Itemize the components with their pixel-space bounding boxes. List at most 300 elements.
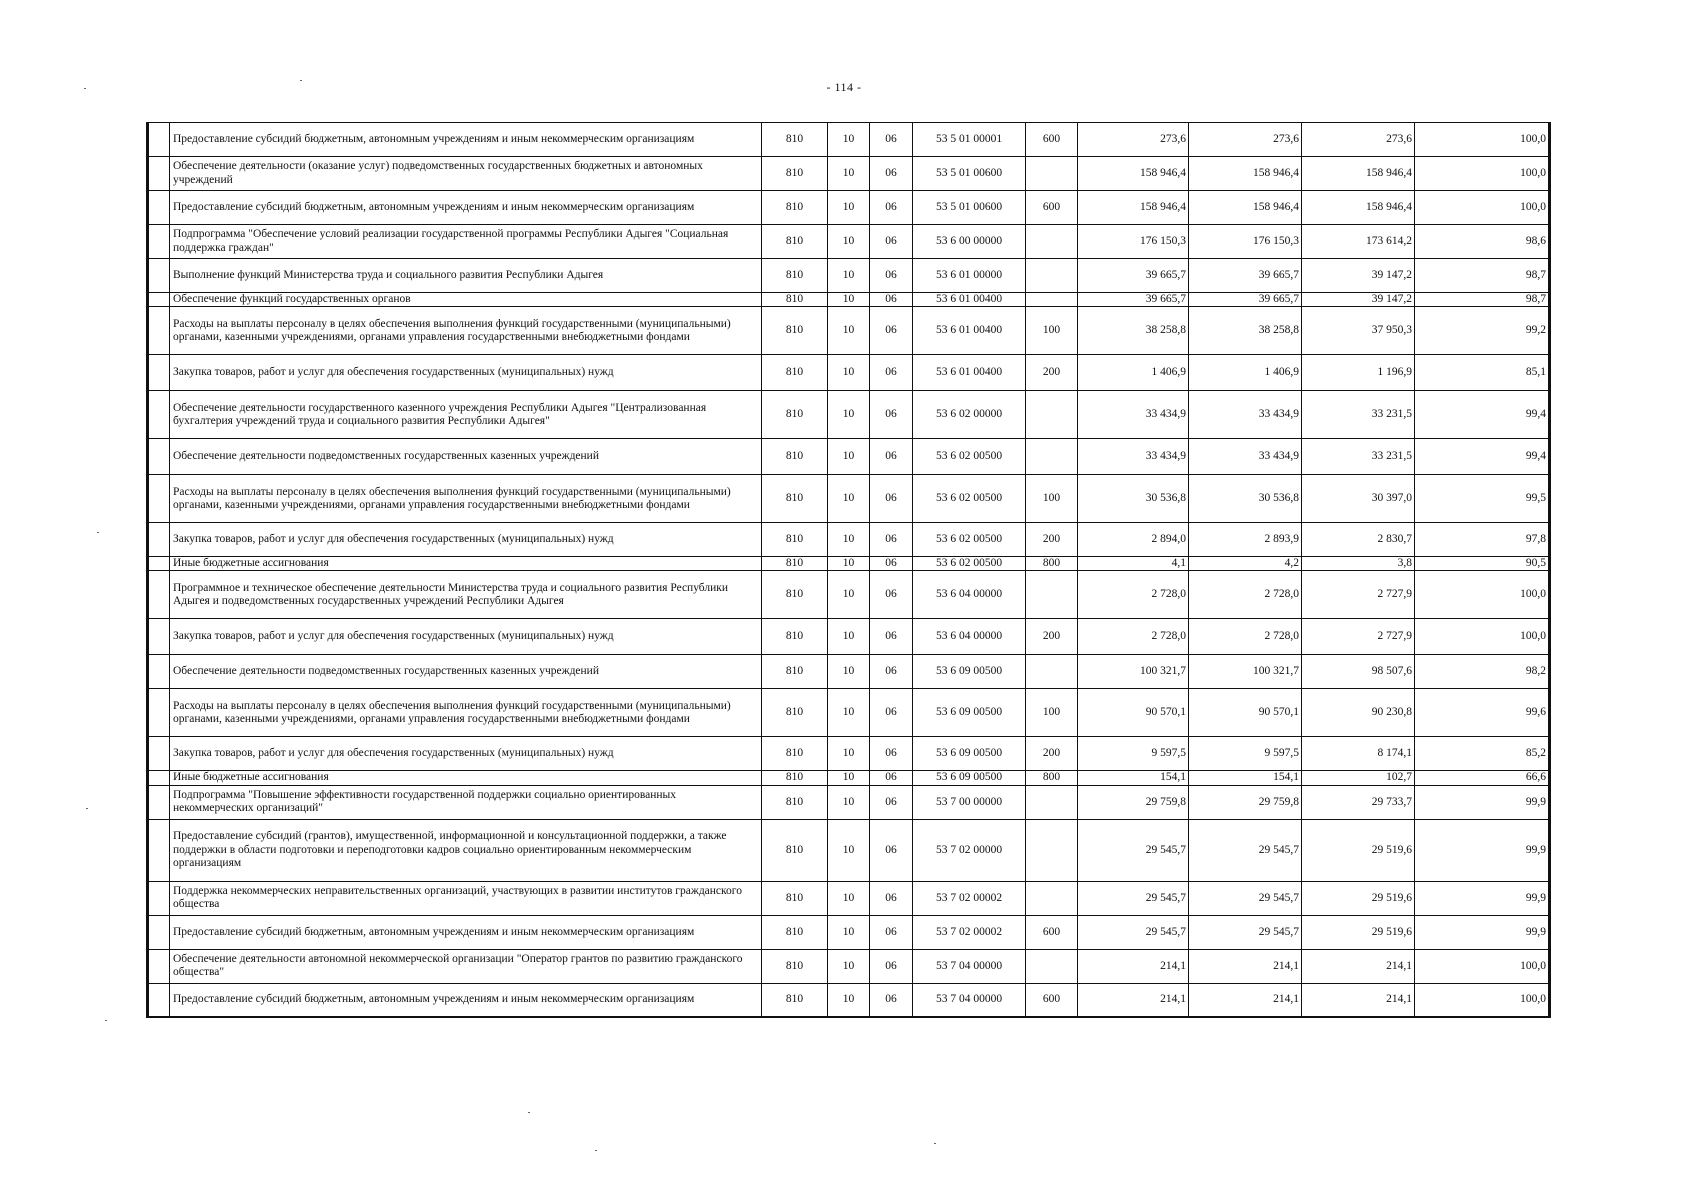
cell-v3: 37 950,3 [1302, 307, 1415, 355]
cell-pr: 06 [870, 307, 913, 355]
cell-rz: 10 [828, 123, 870, 157]
cell-v3: 158 946,4 [1302, 191, 1415, 225]
table-row [148, 259, 1550, 293]
cell-ved: 810 [762, 391, 828, 439]
cell-pr: 06 [870, 293, 913, 307]
cell-csr: 53 6 04 00000 [913, 571, 1026, 619]
cell-pct: 98,7 [1415, 293, 1550, 307]
cell-rz: 10 [828, 949, 870, 983]
cell-v1: 4,1 [1078, 557, 1189, 571]
cell-vr [1026, 571, 1078, 619]
cell-ved: 810 [762, 225, 828, 259]
cell-v2: 29 545,7 [1189, 819, 1302, 881]
cell-ved: 810 [762, 819, 828, 881]
cell-ved: 810 [762, 475, 828, 523]
cell-pct: 100,0 [1415, 123, 1550, 157]
cell-rz: 10 [828, 785, 870, 819]
cell-v1: 100 321,7 [1078, 655, 1189, 689]
cell-pr: 06 [870, 523, 913, 557]
cell-v1: 214,1 [1078, 983, 1189, 1017]
cell-pct: 100,0 [1415, 191, 1550, 225]
cell-v1: 158 946,4 [1078, 157, 1189, 191]
cell-csr: 53 6 01 00400 [913, 293, 1026, 307]
cell-ved: 810 [762, 355, 828, 391]
cell-pr: 06 [870, 619, 913, 655]
cell-v3: 214,1 [1302, 949, 1415, 983]
cell-ved: 810 [762, 915, 828, 949]
cell-rz: 10 [828, 655, 870, 689]
cell-blank [148, 915, 170, 949]
cell-name: Обеспечение деятельности (оказание услуг) подведомственных государственных бюджетных и автономных учреждений [170, 157, 762, 191]
scan-speck [300, 80, 302, 81]
cell-pr: 06 [870, 225, 913, 259]
cell-vr: 200 [1026, 619, 1078, 655]
cell-csr: 53 6 02 00500 [913, 523, 1026, 557]
cell-rz: 10 [828, 475, 870, 523]
cell-v1: 154,1 [1078, 771, 1189, 785]
table-row [148, 689, 1550, 737]
cell-vr [1026, 785, 1078, 819]
table-body [148, 123, 1550, 1018]
cell-vr [1026, 949, 1078, 983]
cell-name: Иные бюджетные ассигнования [170, 557, 762, 571]
cell-pct: 66,6 [1415, 771, 1550, 785]
cell-csr: 53 6 02 00500 [913, 557, 1026, 571]
cell-pct: 90,5 [1415, 557, 1550, 571]
cell-pr: 06 [870, 689, 913, 737]
table-row [148, 391, 1550, 439]
cell-v1: 214,1 [1078, 949, 1189, 983]
cell-v2: 33 434,9 [1189, 439, 1302, 475]
cell-pr: 06 [870, 949, 913, 983]
cell-v3: 1 196,9 [1302, 355, 1415, 391]
cell-vr: 600 [1026, 915, 1078, 949]
cell-name: Закупка товаров, работ и услуг для обеспечения государственных (муниципальных) нужд [170, 523, 762, 557]
cell-vr [1026, 293, 1078, 307]
cell-v3: 273,6 [1302, 123, 1415, 157]
cell-name: Обеспечение деятельности подведомственных государственных казенных учреждений [170, 655, 762, 689]
cell-blank [148, 391, 170, 439]
cell-rz: 10 [828, 881, 870, 915]
cell-vr: 200 [1026, 355, 1078, 391]
cell-rz: 10 [828, 355, 870, 391]
table-row [148, 157, 1550, 191]
table-row [148, 655, 1550, 689]
cell-v2: 2 893,9 [1189, 523, 1302, 557]
table-row [148, 915, 1550, 949]
cell-blank [148, 439, 170, 475]
cell-ved: 810 [762, 523, 828, 557]
cell-v2: 273,6 [1189, 123, 1302, 157]
cell-csr: 53 6 09 00500 [913, 655, 1026, 689]
cell-name: Расходы на выплаты персоналу в целях обеспечения выполнения функций государственными (муниципальными) органами, казенными учреждениями, органами управления государственными внебюджетными фондами [170, 689, 762, 737]
cell-pr: 06 [870, 571, 913, 619]
cell-pr: 06 [870, 157, 913, 191]
cell-blank [148, 619, 170, 655]
cell-v3: 39 147,2 [1302, 259, 1415, 293]
cell-name: Выполнение функций Министерства труда и социального развития Республики Адыгея [170, 259, 762, 293]
cell-v1: 158 946,4 [1078, 191, 1189, 225]
cell-v3: 173 614,2 [1302, 225, 1415, 259]
cell-v2: 2 728,0 [1189, 571, 1302, 619]
cell-rz: 10 [828, 915, 870, 949]
cell-name: Закупка товаров, работ и услуг для обеспечения государственных (муниципальных) нужд [170, 737, 762, 771]
table-row [148, 307, 1550, 355]
cell-pct: 85,2 [1415, 737, 1550, 771]
scan-speck [105, 1020, 107, 1021]
cell-v2: 158 946,4 [1189, 191, 1302, 225]
cell-pr: 06 [870, 737, 913, 771]
cell-v2: 9 597,5 [1189, 737, 1302, 771]
table-row [148, 523, 1550, 557]
cell-csr: 53 6 01 00000 [913, 259, 1026, 293]
cell-vr [1026, 259, 1078, 293]
table-row [148, 881, 1550, 915]
scan-speck [97, 532, 99, 533]
cell-v3: 3,8 [1302, 557, 1415, 571]
cell-rz: 10 [828, 225, 870, 259]
cell-v3: 29 733,7 [1302, 785, 1415, 819]
cell-blank [148, 771, 170, 785]
cell-rz: 10 [828, 439, 870, 475]
cell-v3: 2 830,7 [1302, 523, 1415, 557]
cell-pct: 99,2 [1415, 307, 1550, 355]
cell-v2: 4,2 [1189, 557, 1302, 571]
cell-pct: 100,0 [1415, 619, 1550, 655]
cell-blank [148, 819, 170, 881]
cell-pct: 100,0 [1415, 983, 1550, 1017]
cell-vr: 800 [1026, 771, 1078, 785]
cell-csr: 53 7 04 00000 [913, 949, 1026, 983]
cell-v3: 29 519,6 [1302, 915, 1415, 949]
budget-table [146, 122, 1551, 1018]
cell-csr: 53 6 01 00400 [913, 307, 1026, 355]
cell-name: Закупка товаров, работ и услуг для обеспечения государственных (муниципальных) нужд [170, 355, 762, 391]
scan-speck [934, 1143, 936, 1144]
cell-vr [1026, 655, 1078, 689]
cell-vr [1026, 881, 1078, 915]
cell-name: Программное и техническое обеспечение деятельности Министерства труда и социального развития Республики Адыгея и подведомственных государственных учреждений Республики Адыгея [170, 571, 762, 619]
cell-name: Обеспечение деятельности государственного казенного учреждения Республики Адыгея "Централизованная бухгалтерия учреждений труда и социального развития Республики Адыгея" [170, 391, 762, 439]
cell-v3: 158 946,4 [1302, 157, 1415, 191]
cell-vr [1026, 439, 1078, 475]
cell-v1: 29 759,8 [1078, 785, 1189, 819]
cell-v2: 214,1 [1189, 983, 1302, 1017]
cell-pct: 98,6 [1415, 225, 1550, 259]
cell-vr: 100 [1026, 307, 1078, 355]
cell-rz: 10 [828, 771, 870, 785]
cell-v3: 29 519,6 [1302, 881, 1415, 915]
cell-csr: 53 6 02 00000 [913, 391, 1026, 439]
cell-v1: 2 728,0 [1078, 619, 1189, 655]
cell-pct: 99,5 [1415, 475, 1550, 523]
cell-v3: 30 397,0 [1302, 475, 1415, 523]
cell-v1: 2 894,0 [1078, 523, 1189, 557]
cell-csr: 53 7 02 00000 [913, 819, 1026, 881]
cell-ved: 810 [762, 293, 828, 307]
cell-name: Подпрограмма "Повышение эффективности государственной поддержки социально ориентированных некоммерческих организаций" [170, 785, 762, 819]
cell-name: Расходы на выплаты персоналу в целях обеспечения выполнения функций государственными (муниципальными) органами, казенными учреждениями, органами управления государственными внебюджетными фондами [170, 307, 762, 355]
cell-v1: 90 570,1 [1078, 689, 1189, 737]
cell-pr: 06 [870, 771, 913, 785]
cell-v1: 29 545,7 [1078, 915, 1189, 949]
cell-blank [148, 571, 170, 619]
cell-rz: 10 [828, 619, 870, 655]
cell-csr: 53 6 09 00500 [913, 737, 1026, 771]
cell-csr: 53 6 02 00500 [913, 475, 1026, 523]
table-row [148, 191, 1550, 225]
cell-v1: 29 545,7 [1078, 819, 1189, 881]
cell-ved: 810 [762, 157, 828, 191]
cell-blank [148, 655, 170, 689]
cell-vr [1026, 391, 1078, 439]
cell-blank [148, 191, 170, 225]
cell-blank [148, 949, 170, 983]
table-row [148, 225, 1550, 259]
cell-v2: 158 946,4 [1189, 157, 1302, 191]
cell-v1: 30 536,8 [1078, 475, 1189, 523]
cell-csr: 53 5 01 00600 [913, 157, 1026, 191]
cell-pct: 100,0 [1415, 949, 1550, 983]
scan-speck [84, 88, 86, 89]
cell-vr [1026, 225, 1078, 259]
cell-name: Обеспечение функций государственных органов [170, 293, 762, 307]
cell-blank [148, 157, 170, 191]
table-row [148, 771, 1550, 785]
cell-pct: 85,1 [1415, 355, 1550, 391]
cell-ved: 810 [762, 619, 828, 655]
cell-vr: 100 [1026, 475, 1078, 523]
cell-v2: 176 150,3 [1189, 225, 1302, 259]
cell-v3: 214,1 [1302, 983, 1415, 1017]
table-row [148, 737, 1550, 771]
cell-v1: 38 258,8 [1078, 307, 1189, 355]
cell-csr: 53 6 00 00000 [913, 225, 1026, 259]
cell-rz: 10 [828, 983, 870, 1017]
cell-blank [148, 881, 170, 915]
cell-v2: 39 665,7 [1189, 259, 1302, 293]
cell-blank [148, 983, 170, 1017]
cell-ved: 810 [762, 557, 828, 571]
cell-v2: 1 406,9 [1189, 355, 1302, 391]
cell-pct: 99,9 [1415, 785, 1550, 819]
cell-csr: 53 7 04 00000 [913, 983, 1026, 1017]
cell-blank [148, 225, 170, 259]
cell-name: Предоставление субсидий бюджетным, автономным учреждениям и иным некоммерческим организациям [170, 191, 762, 225]
table-row [148, 439, 1550, 475]
scan-speck [595, 1150, 597, 1151]
cell-blank [148, 123, 170, 157]
cell-vr: 100 [1026, 689, 1078, 737]
cell-ved: 810 [762, 571, 828, 619]
cell-v3: 29 519,6 [1302, 819, 1415, 881]
table-row [148, 475, 1550, 523]
cell-pct: 100,0 [1415, 157, 1550, 191]
cell-v2: 100 321,7 [1189, 655, 1302, 689]
cell-v2: 39 665,7 [1189, 293, 1302, 307]
cell-ved: 810 [762, 881, 828, 915]
cell-vr: 800 [1026, 557, 1078, 571]
cell-pr: 06 [870, 191, 913, 225]
cell-name: Расходы на выплаты персоналу в целях обеспечения выполнения функций государственными (муниципальными) органами, казенными учреждениями, органами управления государственными внебюджетными фондами [170, 475, 762, 523]
cell-blank [148, 259, 170, 293]
cell-pct: 99,9 [1415, 881, 1550, 915]
cell-v1: 33 434,9 [1078, 439, 1189, 475]
cell-csr: 53 5 01 00001 [913, 123, 1026, 157]
cell-v3: 98 507,6 [1302, 655, 1415, 689]
cell-pct: 99,9 [1415, 915, 1550, 949]
cell-pr: 06 [870, 439, 913, 475]
cell-v2: 154,1 [1189, 771, 1302, 785]
cell-csr: 53 7 02 00002 [913, 881, 1026, 915]
table-row [148, 571, 1550, 619]
cell-v1: 29 545,7 [1078, 881, 1189, 915]
cell-csr: 53 6 09 00500 [913, 689, 1026, 737]
cell-pr: 06 [870, 819, 913, 881]
cell-pct: 97,8 [1415, 523, 1550, 557]
cell-pr: 06 [870, 557, 913, 571]
cell-pr: 06 [870, 123, 913, 157]
cell-pr: 06 [870, 475, 913, 523]
cell-v1: 2 728,0 [1078, 571, 1189, 619]
cell-v2: 214,1 [1189, 949, 1302, 983]
cell-rz: 10 [828, 571, 870, 619]
cell-blank [148, 523, 170, 557]
cell-csr: 53 5 01 00600 [913, 191, 1026, 225]
cell-name: Иные бюджетные ассигнования [170, 771, 762, 785]
cell-rz: 10 [828, 307, 870, 355]
cell-v3: 102,7 [1302, 771, 1415, 785]
cell-ved: 810 [762, 949, 828, 983]
cell-v2: 90 570,1 [1189, 689, 1302, 737]
cell-rz: 10 [828, 689, 870, 737]
table-row [148, 355, 1550, 391]
scan-speck [528, 1112, 530, 1113]
cell-v1: 273,6 [1078, 123, 1189, 157]
cell-pct: 99,6 [1415, 689, 1550, 737]
cell-csr: 53 7 02 00002 [913, 915, 1026, 949]
cell-v2: 29 545,7 [1189, 881, 1302, 915]
cell-v1: 39 665,7 [1078, 259, 1189, 293]
cell-v1: 9 597,5 [1078, 737, 1189, 771]
cell-vr: 600 [1026, 191, 1078, 225]
cell-rz: 10 [828, 737, 870, 771]
cell-v3: 8 174,1 [1302, 737, 1415, 771]
table-row [148, 819, 1550, 881]
cell-pct: 99,4 [1415, 391, 1550, 439]
table-row [148, 557, 1550, 571]
cell-pr: 06 [870, 915, 913, 949]
cell-name: Подпрограмма "Обеспечение условий реализации государственной программы Республики Адыгея "Социальная поддержка граждан" [170, 225, 762, 259]
cell-vr: 200 [1026, 737, 1078, 771]
cell-vr: 200 [1026, 523, 1078, 557]
cell-ved: 810 [762, 737, 828, 771]
cell-name: Закупка товаров, работ и услуг для обеспечения государственных (муниципальных) нужд [170, 619, 762, 655]
cell-pr: 06 [870, 259, 913, 293]
cell-name: Обеспечение деятельности подведомственных государственных казенных учреждений [170, 439, 762, 475]
cell-v1: 1 406,9 [1078, 355, 1189, 391]
cell-v2: 30 536,8 [1189, 475, 1302, 523]
cell-pct: 100,0 [1415, 571, 1550, 619]
cell-v1: 176 150,3 [1078, 225, 1189, 259]
cell-ved: 810 [762, 439, 828, 475]
cell-name: Предоставление субсидий (грантов), имущественной, информационной и консультационной поддержки, а также поддержки в области подготовки и переподготовки кадров социально ориентированным некоммерческим организациям [170, 819, 762, 881]
cell-ved: 810 [762, 259, 828, 293]
cell-rz: 10 [828, 819, 870, 881]
table-row [148, 619, 1550, 655]
cell-ved: 810 [762, 983, 828, 1017]
cell-pr: 06 [870, 355, 913, 391]
cell-v1: 33 434,9 [1078, 391, 1189, 439]
cell-csr: 53 6 01 00400 [913, 355, 1026, 391]
cell-v3: 90 230,8 [1302, 689, 1415, 737]
cell-ved: 810 [762, 785, 828, 819]
cell-rz: 10 [828, 293, 870, 307]
cell-pr: 06 [870, 391, 913, 439]
cell-pct: 98,7 [1415, 259, 1550, 293]
cell-pct: 99,9 [1415, 819, 1550, 881]
cell-blank [148, 307, 170, 355]
cell-name: Обеспечение деятельности автономной некоммерческой организации "Оператор грантов по развитию гражданского общества" [170, 949, 762, 983]
cell-csr: 53 6 02 00500 [913, 439, 1026, 475]
cell-vr: 600 [1026, 983, 1078, 1017]
cell-ved: 810 [762, 689, 828, 737]
cell-v3: 33 231,5 [1302, 391, 1415, 439]
cell-blank [148, 293, 170, 307]
cell-blank [148, 355, 170, 391]
cell-ved: 810 [762, 307, 828, 355]
cell-v3: 2 727,9 [1302, 571, 1415, 619]
cell-rz: 10 [828, 259, 870, 293]
cell-v2: 29 545,7 [1189, 915, 1302, 949]
cell-v2: 33 434,9 [1189, 391, 1302, 439]
cell-rz: 10 [828, 523, 870, 557]
cell-v3: 2 727,9 [1302, 619, 1415, 655]
cell-vr [1026, 157, 1078, 191]
cell-v2: 38 258,8 [1189, 307, 1302, 355]
cell-pr: 06 [870, 785, 913, 819]
cell-v2: 29 759,8 [1189, 785, 1302, 819]
table-row [148, 293, 1550, 307]
cell-rz: 10 [828, 391, 870, 439]
cell-blank [148, 785, 170, 819]
table-row [148, 983, 1550, 1017]
table-row [148, 123, 1550, 157]
cell-v3: 33 231,5 [1302, 439, 1415, 475]
cell-blank [148, 737, 170, 771]
cell-ved: 810 [762, 191, 828, 225]
cell-blank [148, 689, 170, 737]
cell-rz: 10 [828, 157, 870, 191]
cell-pct: 99,4 [1415, 439, 1550, 475]
cell-vr: 600 [1026, 123, 1078, 157]
table-row [148, 785, 1550, 819]
cell-rz: 10 [828, 191, 870, 225]
cell-blank [148, 557, 170, 571]
cell-name: Предоставление субсидий бюджетным, автономным учреждениям и иным некоммерческим организациям [170, 123, 762, 157]
table-row [148, 949, 1550, 983]
cell-name: Предоставление субсидий бюджетным, автономным учреждениям и иным некоммерческим организациям [170, 983, 762, 1017]
cell-vr [1026, 819, 1078, 881]
cell-ved: 810 [762, 123, 828, 157]
cell-v1: 39 665,7 [1078, 293, 1189, 307]
cell-pct: 98,2 [1415, 655, 1550, 689]
cell-csr: 53 6 04 00000 [913, 619, 1026, 655]
cell-name: Предоставление субсидий бюджетным, автономным учреждениям и иным некоммерческим организациям [170, 915, 762, 949]
cell-ved: 810 [762, 771, 828, 785]
cell-blank [148, 475, 170, 523]
cell-csr: 53 7 00 00000 [913, 785, 1026, 819]
